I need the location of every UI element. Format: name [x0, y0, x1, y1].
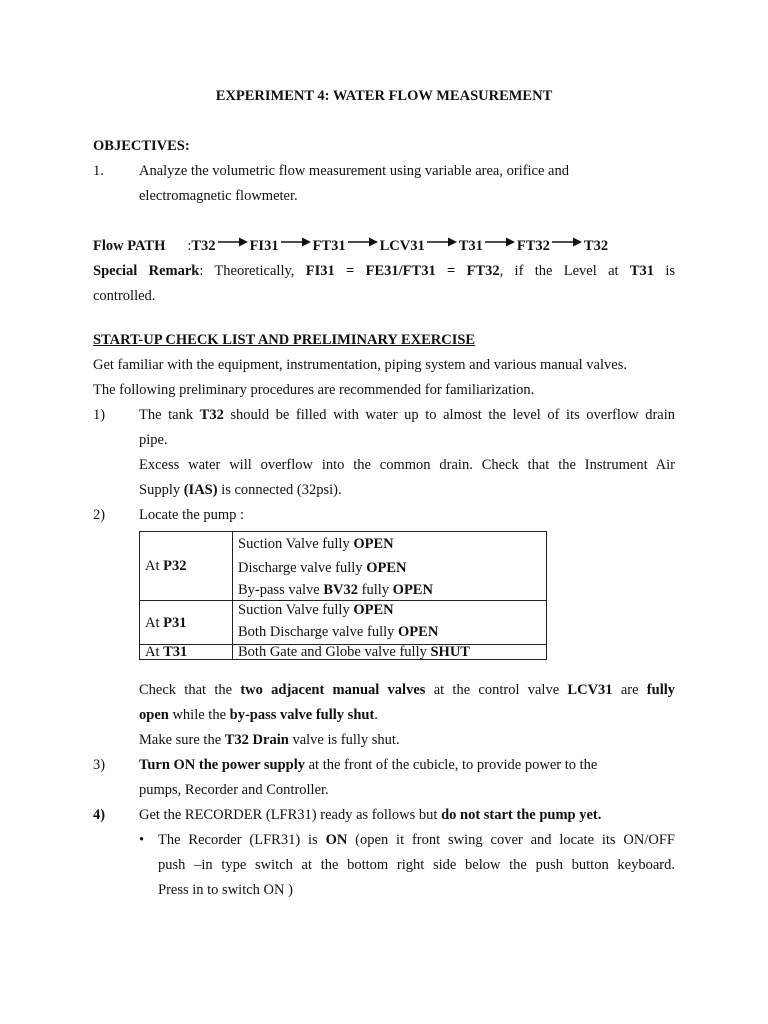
objectives-heading: OBJECTIVES:: [93, 138, 190, 154]
table-cell-location: At P32: [140, 532, 233, 601]
table-row: [140, 532, 547, 601]
flow-arrow-icon: [218, 236, 248, 248]
special-remark-text: : Theoretically,: [199, 263, 306, 279]
special-remark-tank: T31: [629, 263, 655, 279]
flow-path-colon: :: [187, 238, 192, 254]
step-2-notes: [139, 678, 675, 753]
document-page: [93, 84, 675, 903]
bullet-line-2: push –in type switch at the bottom right side below the push button keyboard.: [158, 857, 675, 873]
step-1-line-2: pipe.: [139, 432, 168, 448]
table-row: [140, 645, 547, 660]
objective-number: 1.: [93, 163, 104, 179]
step-number: 2): [93, 507, 106, 523]
flow-arrow-icon: [281, 236, 311, 248]
step-1: [93, 403, 675, 503]
startup-intro-line-2: The following preliminary procedures are recommended for familiarization.: [93, 382, 535, 398]
step-number: 1): [93, 407, 106, 423]
flow-node: FT32: [516, 238, 550, 254]
special-remark: [93, 259, 675, 284]
table-row: [140, 601, 547, 645]
table-cell-location: At T31: [140, 645, 233, 660]
flow-arrow-icon: [485, 236, 515, 248]
step-1-line-3: Excess water will overflow into the common drain. Check that the Instrument Air: [139, 457, 675, 473]
step-number: 4): [93, 807, 106, 823]
objective-item: [93, 159, 675, 209]
special-remark-text: is: [654, 263, 676, 279]
valve-table: [139, 531, 547, 660]
step-3: [93, 753, 675, 803]
list-item: [139, 828, 675, 903]
step-3-line-2: pumps, Recorder and Controller.: [139, 782, 329, 798]
step-1-line-1: The tank T32 should be filled with water up to almost the level of its overflow drain: [139, 407, 675, 423]
bullet-icon: •: [139, 832, 145, 848]
step-4-line-1: Get the RECORDER (LFR31) ready as follows but do not start the pump yet.: [139, 807, 602, 823]
step-3-line-1: Turn ON the power supply at the front of the cubicle, to provide power to the: [139, 757, 598, 773]
flow-node: T32: [583, 238, 609, 254]
objective-text-line-2: electromagnetic flowmeter.: [139, 188, 298, 204]
table-cell-valves: Both Gate and Globe valve fully SHUT: [233, 645, 547, 660]
table-cell-valves: Suction Valve fully OPEN Both Discharge valve fully OPEN: [233, 601, 547, 645]
check-line-1: Check that the two adjacent manual valves at the control valve LCV31 are fully: [139, 682, 675, 698]
flow-node: T32: [191, 238, 216, 254]
special-remark-label: Special Remark: [93, 263, 200, 279]
startup-intro-line-1: Get familiar with the equipment, instrumentation, piping system and various manual valves.: [93, 357, 627, 373]
flow-node: FT31: [312, 238, 346, 254]
step-2-text: Locate the pump :: [139, 507, 245, 523]
flow-arrow-icon: [348, 236, 378, 248]
flow-path: [93, 234, 675, 259]
step-number: 3): [93, 757, 106, 773]
bullet-line-3: Press in to switch ON ): [158, 882, 293, 898]
make-sure-line: Make sure the T32 Drain valve is fully shut.: [139, 732, 400, 748]
flow-node: FI31: [249, 238, 279, 254]
flow-arrow-icon: [427, 236, 457, 248]
flow-node: T31: [458, 238, 483, 254]
objective-text-line-1: Analyze the volumetric flow measurement using variable area, orifice and: [139, 163, 569, 179]
check-line-2: open while the by-pass valve fully shut.: [139, 707, 378, 723]
document-title: EXPERIMENT 4: WATER FLOW MEASUREMENT: [215, 88, 553, 104]
step-1-line-4: Supply (IAS) is connected (32psi).: [139, 482, 342, 498]
step-2: [93, 503, 675, 528]
flow-node: LCV31: [379, 238, 425, 254]
flow-path-label: Flow PATH: [93, 238, 166, 254]
startup-heading: START-UP CHECK LIST AND PRELIMINARY EXERCISE: [93, 332, 476, 348]
flow-arrow-icon: [552, 236, 582, 248]
special-remark-line-2: controlled.: [93, 288, 156, 304]
table-cell-location: At P31: [140, 601, 233, 645]
special-remark-equation: FI31 = FE31/FT31 = FT32: [305, 263, 500, 279]
bullet-line-1: The Recorder (LFR31) is ON (open it front swing cover and locate its ON/OFF: [158, 832, 676, 848]
step-4: [93, 803, 675, 828]
special-remark-text: , if the Level at: [499, 263, 630, 279]
table-cell-valves: Suction Valve fully OPEN Discharge valve fully OPEN By-pass valve BV32 fully OPEN: [233, 532, 547, 601]
